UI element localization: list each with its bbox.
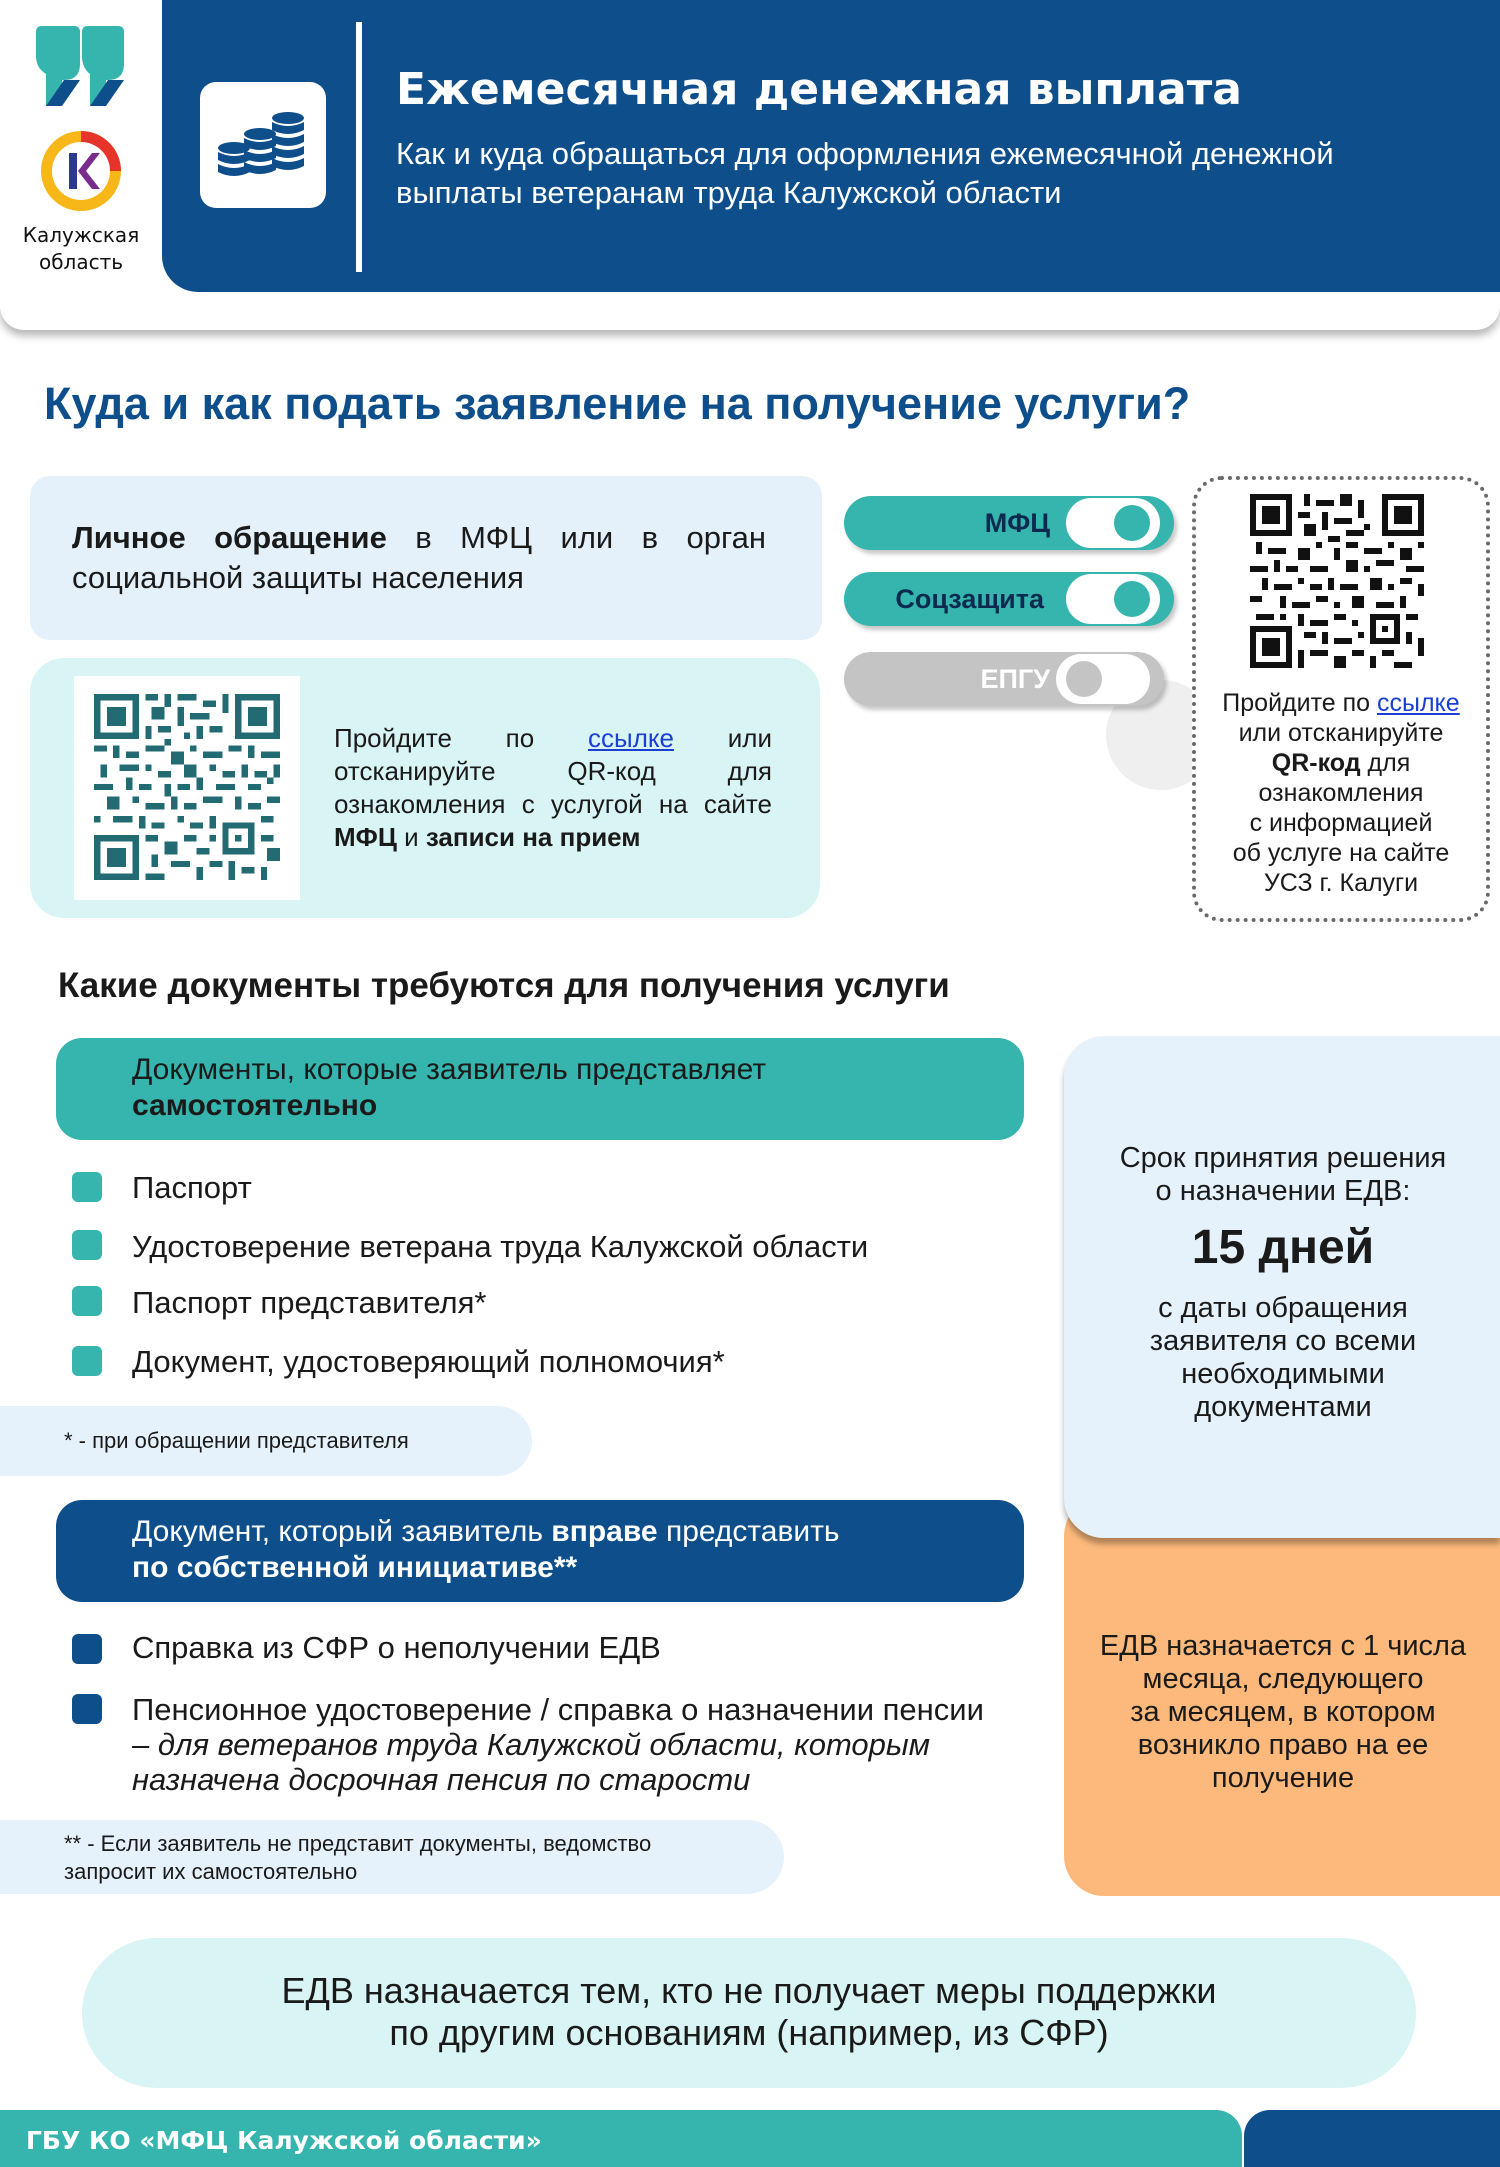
doc-item — [132, 1692, 1052, 1797]
usz-info-line — [1198, 748, 1484, 778]
decision-term-line: необходимыми — [1181, 1358, 1385, 1390]
request-note — [64, 1830, 764, 1886]
start-date-text — [1072, 1630, 1494, 1795]
self-docs-header-bold: самостоятельно — [132, 1089, 378, 1122]
doc-item-line: – для ветеранов труда Калужской области, которым — [132, 1727, 930, 1762]
bullet-square-icon — [72, 1172, 102, 1202]
usz-info-line: об услуге на сайте — [1232, 839, 1450, 867]
start-date-line: месяца, следующего — [1142, 1663, 1424, 1695]
start-date-line: получение — [1211, 1762, 1355, 1794]
subtitle-line: выплаты ветеранам труда Калужской области — [396, 175, 1062, 210]
mfc-logo-icon — [34, 24, 126, 108]
decision-term-line: заявителя со всеми — [1149, 1325, 1417, 1357]
decision-term-line: Срок принятия решения — [1119, 1142, 1447, 1174]
region-logo-text — [0, 222, 162, 276]
toggle-mfc-switch[interactable] — [1066, 498, 1160, 548]
optional-docs-header-line — [132, 1514, 1012, 1550]
toggle-mfc[interactable] — [844, 496, 1174, 550]
doc-item-line: назначена досрочная пенсия по старости — [132, 1762, 751, 1797]
usz-link[interactable]: ссылке — [1377, 689, 1460, 717]
mfc-info-bold: МФЦ — [334, 822, 397, 852]
toggle-social-label: Соцзащита — [895, 584, 1044, 614]
bullet-square-icon — [72, 1694, 102, 1724]
usz-info-line: УСЗ г. Калуги — [1263, 869, 1419, 897]
mfc-info-part: или отсканируйте QR-код для ознакомления с услугой на сайте — [334, 723, 772, 819]
usz-info-text — [1198, 688, 1484, 898]
mfc-info-part: Пройдите по — [334, 723, 588, 753]
doc-item: Удостоверение ветерана труда Калужской области — [132, 1229, 869, 1264]
doc-item: Паспорт представителя* — [132, 1285, 487, 1320]
decision-term-days: 15 дней — [1191, 1221, 1375, 1274]
mfc-qr-code-icon[interactable] — [94, 694, 280, 880]
toggle-knob — [1066, 661, 1102, 697]
coins-icon-box — [200, 82, 326, 208]
logo-text-line: область — [38, 250, 124, 274]
start-date-line: за месяцем, в котором — [1130, 1696, 1436, 1728]
subtitle-line: Как и куда обращаться для оформления ежемесячной денежной — [396, 136, 1334, 171]
decision-term-details — [1072, 1292, 1494, 1424]
page-title: Ежемесячная денежная выплата — [396, 64, 1242, 115]
bullet-square-icon — [72, 1346, 102, 1376]
doc-item: Документ, удостоверяющий полномочия* — [132, 1344, 725, 1379]
optional-docs-header-part: представить — [657, 1515, 840, 1548]
documents-title: Какие документы требуются для получения услуги — [58, 966, 950, 1005]
footer-accent — [1244, 2110, 1500, 2167]
representative-note: * - при обращении представителя — [64, 1428, 409, 1453]
optional-docs-header-bold: по собственной инициативе** — [132, 1551, 578, 1584]
page-subtitle — [396, 134, 1476, 212]
doc-item: Паспорт — [132, 1170, 252, 1205]
bullet-square-icon — [72, 1634, 102, 1664]
doc-item-line: Пенсионное удостоверение / справка о назначении пенсии — [132, 1692, 984, 1727]
toggle-epgu-label: ЕПГУ — [980, 664, 1050, 694]
header-divider — [356, 22, 362, 272]
request-note-line: запросит их самостоятельно — [64, 1859, 358, 1884]
self-docs-header-line: Документы, которые заявитель представляет — [132, 1053, 767, 1086]
optional-docs-header-part: Документ, который заявитель — [132, 1515, 552, 1548]
usz-info-line: или отсканируйте — [1238, 719, 1444, 747]
decision-term-line: о назначении ЕДВ: — [1155, 1175, 1411, 1207]
start-date-line: ЕДВ назначается с 1 числа — [1099, 1630, 1467, 1662]
usz-qr-code-icon[interactable] — [1250, 494, 1424, 668]
eligibility-note-line: ЕДВ назначается тем, кто не получает меры поддержки — [281, 1970, 1217, 2011]
toggle-social[interactable] — [844, 572, 1174, 626]
mfc-info-part: и — [396, 822, 426, 852]
personal-visit-rest: в МФЦ или в орган социальной защиты населения — [72, 520, 767, 595]
usz-info-bold: QR-код — [1271, 749, 1361, 777]
decision-term-intro — [1072, 1142, 1494, 1208]
bullet-square-icon — [72, 1230, 102, 1260]
logo-text-line: Калужская — [22, 223, 140, 247]
usz-info-part: для — [1360, 749, 1411, 777]
section-title: Куда и как подать заявление на получение услуги? — [44, 378, 1191, 429]
personal-visit-bold: Личное обращение — [72, 520, 387, 555]
mfc-info-text — [334, 722, 772, 854]
usz-info-line: ознакомления — [1258, 779, 1424, 807]
toggle-epgu-switch[interactable] — [1056, 654, 1150, 704]
decision-term-line: с даты обращения — [1158, 1292, 1408, 1324]
decision-term-line: документами — [1194, 1391, 1372, 1423]
coins-icon — [200, 82, 326, 208]
footer-organization: ГБУ КО «МФЦ Калужской области» — [26, 2126, 542, 2155]
bullet-square-icon — [72, 1286, 102, 1316]
personal-visit-text — [72, 518, 766, 598]
optional-docs-header-text — [132, 1514, 1012, 1586]
usz-info-line: с информацией — [1249, 809, 1433, 837]
toggle-knob — [1114, 505, 1150, 541]
request-note-line: ** - Если заявитель не представит документы, ведомство — [64, 1831, 652, 1856]
decision-term-box — [1064, 1036, 1500, 1538]
usz-info-line — [1198, 688, 1484, 718]
doc-item: Справка из СФР о неполучении ЕДВ — [132, 1630, 661, 1665]
eligibility-note — [82, 1970, 1416, 2054]
usz-info-part: Пройдите по — [1222, 689, 1377, 717]
kaluga-region-logo-icon — [38, 128, 124, 214]
toggle-social-switch[interactable] — [1066, 574, 1160, 624]
toggle-knob — [1114, 581, 1150, 617]
toggle-mfc-label: МФЦ — [984, 508, 1050, 538]
toggle-epgu[interactable] — [844, 652, 1164, 706]
optional-docs-header-bold: вправе — [551, 1515, 658, 1548]
mfc-link[interactable]: ссылке — [588, 723, 674, 753]
start-date-line: возникло право на ее — [1137, 1729, 1429, 1761]
self-docs-header-text — [132, 1052, 1012, 1124]
eligibility-note-line: по другим основаниям (например, из СФР) — [389, 2012, 1109, 2053]
mfc-info-bold: записи на прием — [425, 822, 641, 852]
